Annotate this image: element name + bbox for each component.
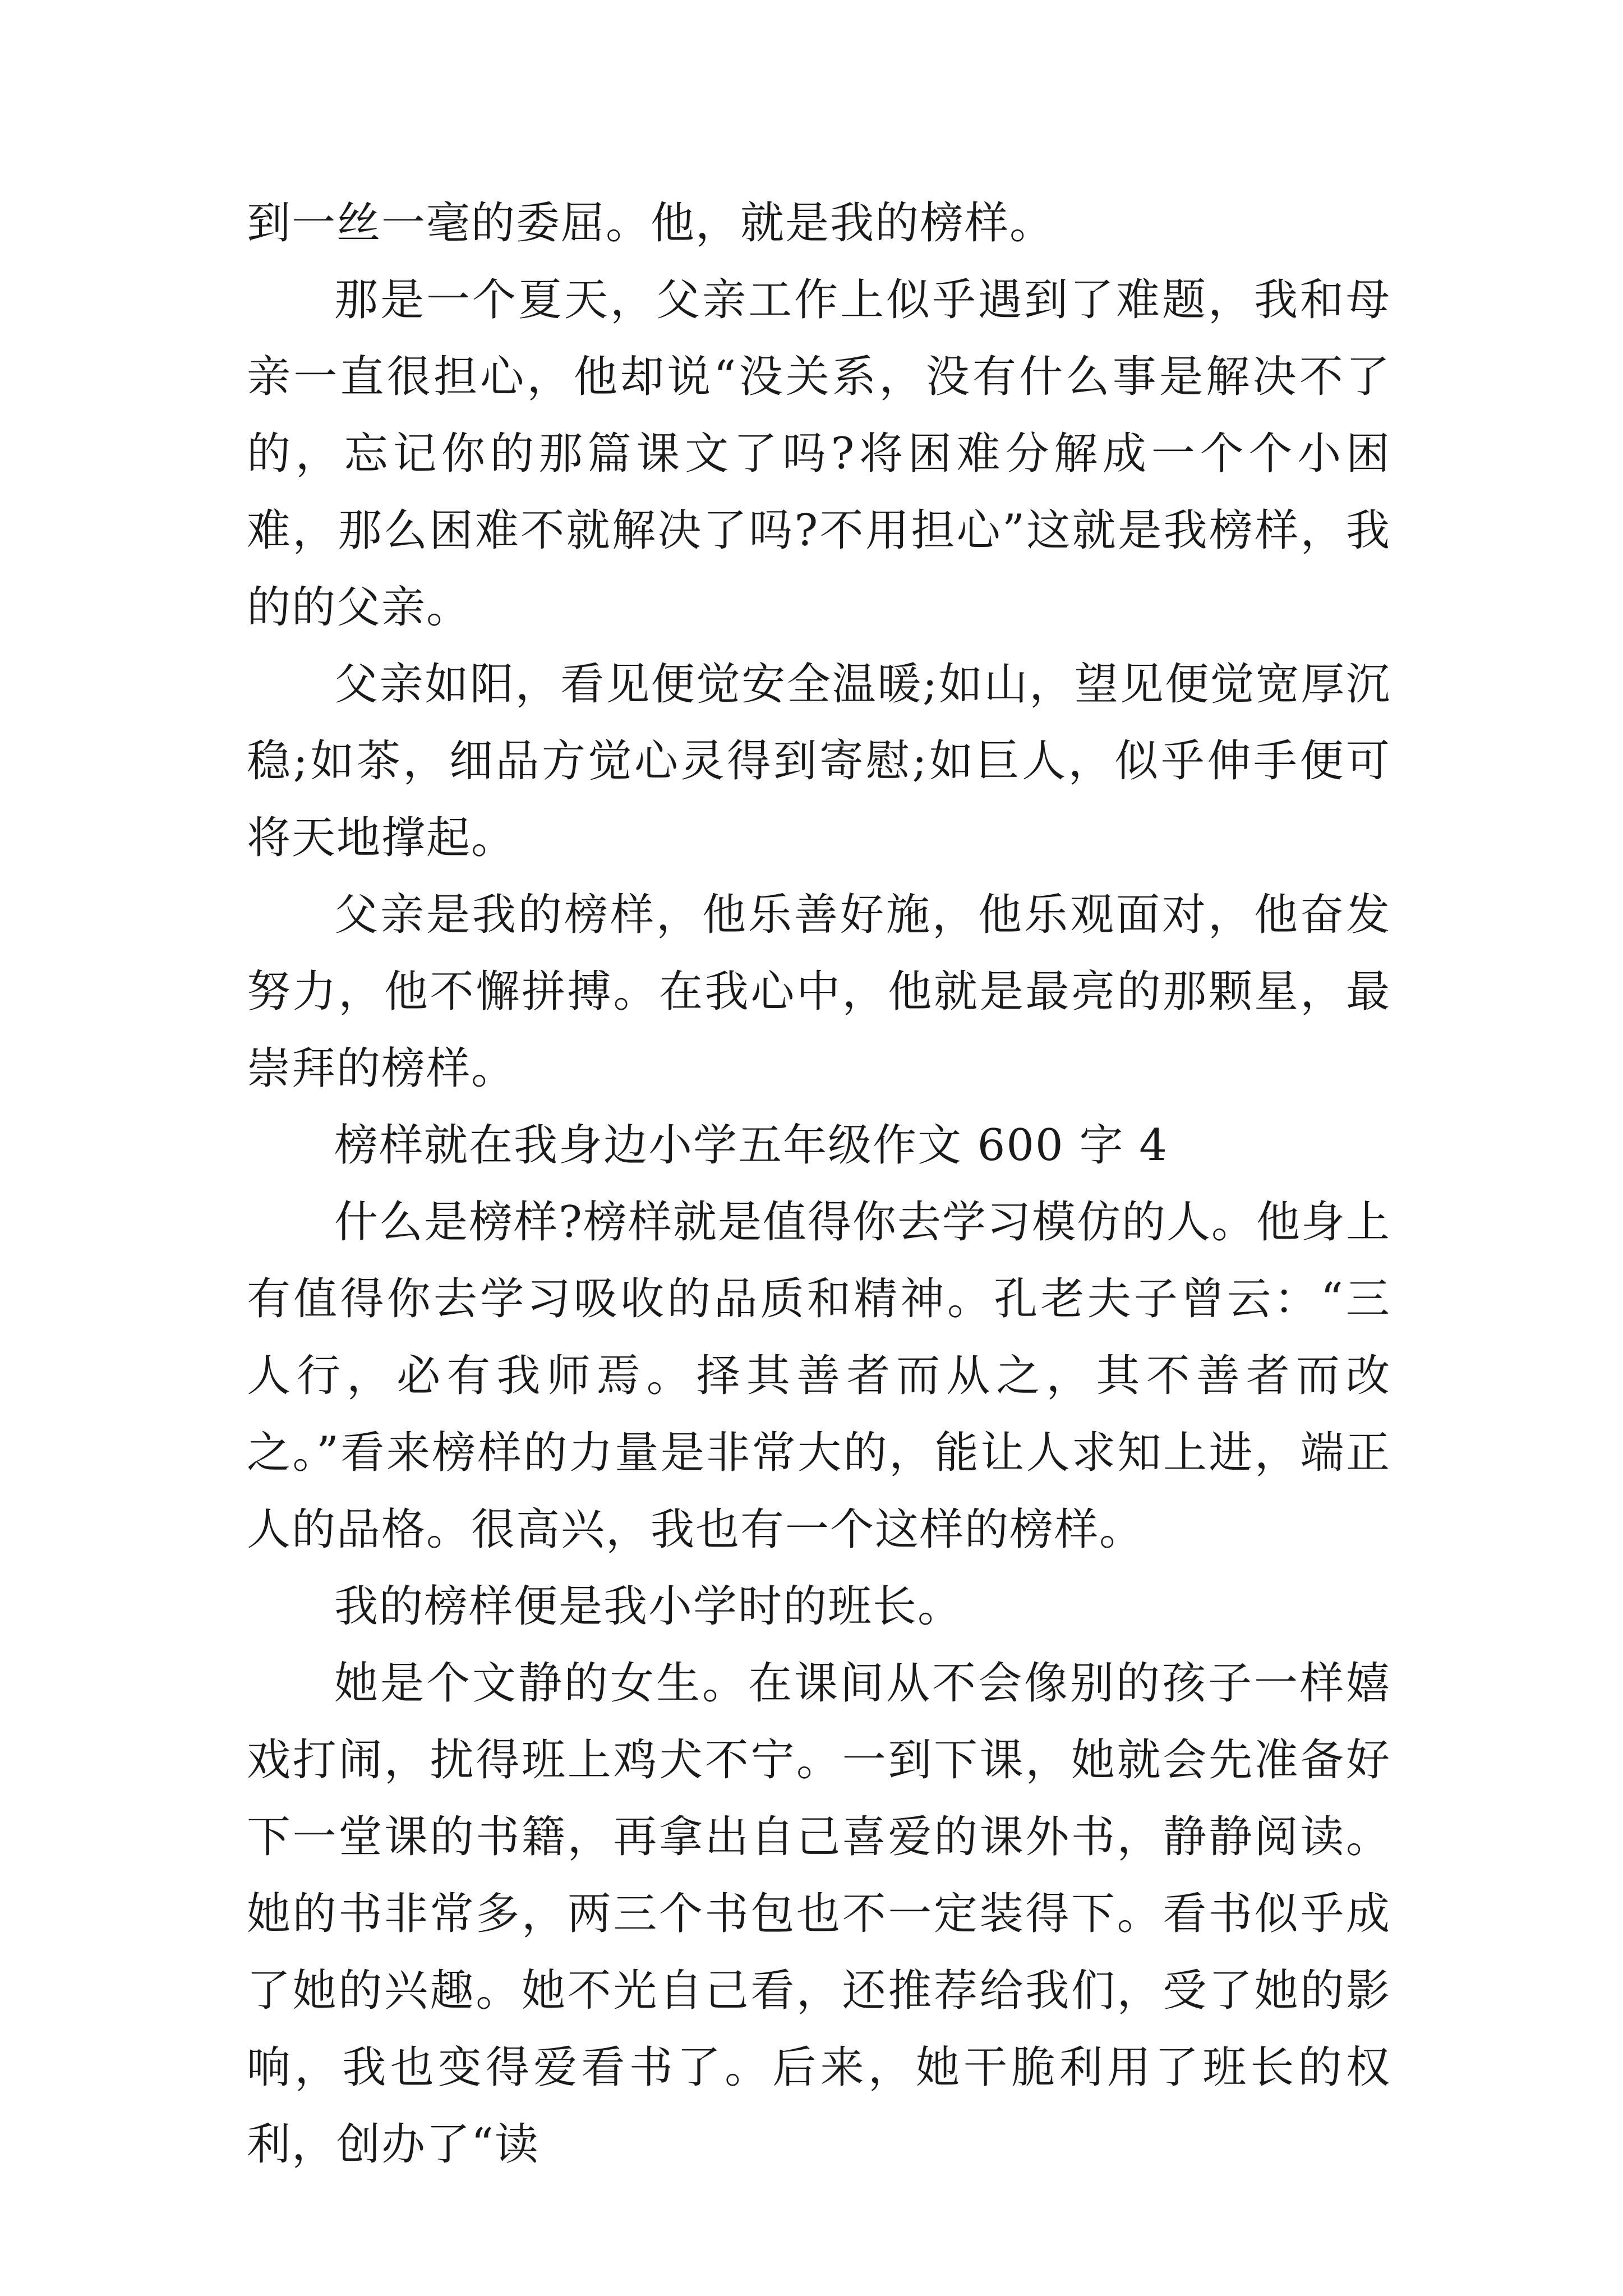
paragraph: 我的榜样便是我小学时的班长。 <box>334 1581 963 1632</box>
paragraph: 什么是榜样?榜样就是值得你去学习模仿的人。他身上有值得你去学习吸收的品质和精神。孔老夫子曾云：“三人行，必有我师焉。择其善者而从之，其不善者而改之。”看来榜样的力量是非常大的，能让人求知上进，端正人的品格。很高兴，我也有一个这样的榜样。 <box>247 1197 1391 1555</box>
paragraph: 她是个文静的女生。在课间从不会像别的孩子一样嬉戏打闹，扰得班上鸡犬不宁。一到下课，她就会先准备好下一堂课的书籍，再拿出自己喜爱的课外书，静静阅读。她的书非常多，两三个书包也不一定装得下。看书似乎成了她的兴趣。她不光自己看，还推荐给我们，受了她的影响，我也变得爱看书了。后来，她干脆利用了班长的权利，创办了“读 <box>247 1658 1391 2170</box>
document-body <box>247 185 1391 2183</box>
paragraph: 父亲是我的榜样，他乐善好施，他乐观面对，他奋发努力，他不懈拼搏。在我心中，他就是最亮的那颗星，最崇拜的榜样。 <box>247 890 1391 1094</box>
paragraph: 父亲如阳，看见便觉安全温暖;如山，望见便觉宽厚沉稳;如茶，细品方觉心灵得到寄慰;如巨人，似乎伸手便可将天地撑起。 <box>247 659 1391 863</box>
paragraph: 那是一个夏天，父亲工作上似乎遇到了难题，我和母亲一直很担心，他却说“没关系，没有什么事是解决不了的，忘记你的那篇课文了吗?将困难分解成一个个小困难，那么困难不就解决了吗?不用担心”这就是我榜样，我的的父亲。 <box>247 275 1391 633</box>
section-heading: 榜样就在我身边小学五年级作文 600 字 4 <box>334 1120 1168 1171</box>
paragraph: 到一丝一毫的委屈。他，就是我的榜样。 <box>247 198 1055 249</box>
